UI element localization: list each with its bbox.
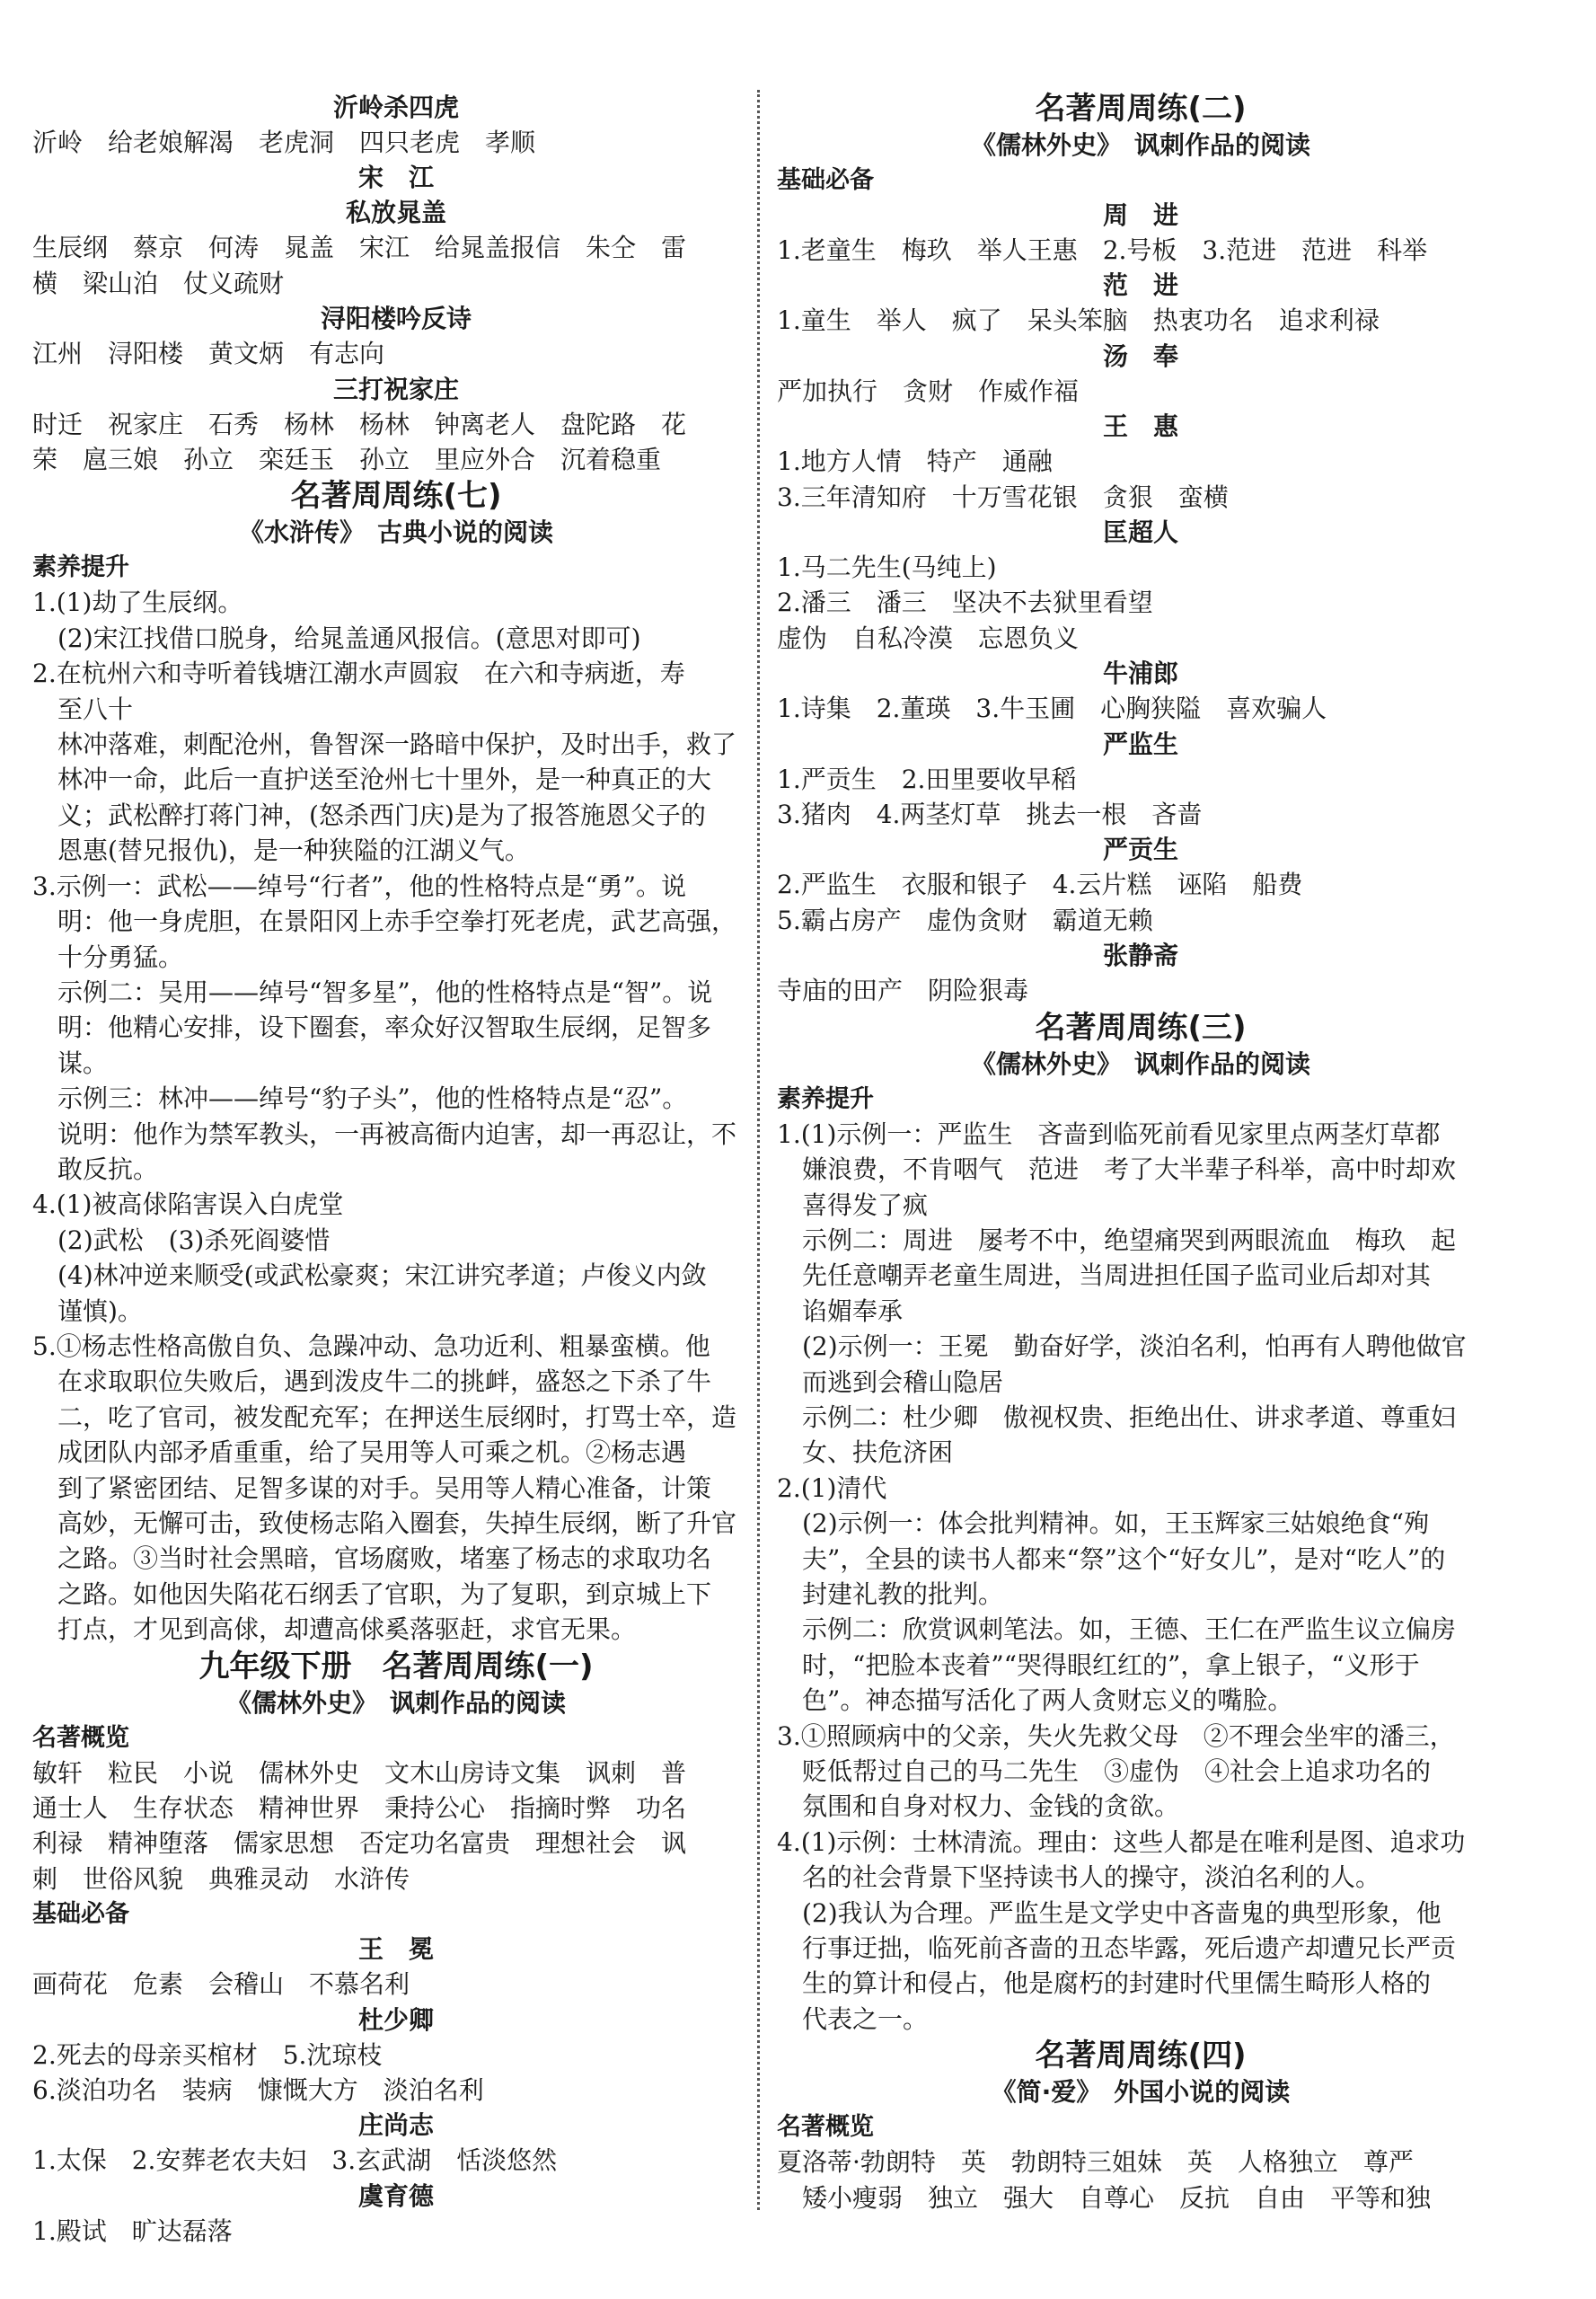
answer-line: 打点，才见到高俅，却遭高俅奚落驱赶，求官无果。	[57, 1614, 637, 1645]
section-title: 九年级下册 名著周周练(一)	[198, 1648, 594, 1684]
answer-line: (2)武松 (3)杀死阎婆惜	[57, 1225, 331, 1255]
answer-line: 色”。神态描写活化了两人贪财忘义的嘴脸。	[802, 1685, 1293, 1716]
answer-line: 成团队内部矛盾重重，给了吴用等人可乘之机。②杨志遇	[57, 1437, 687, 1468]
answer-line: 1.(1)劫了生辰纲。	[32, 588, 243, 618]
answer-line: 女、扶危济困	[802, 1437, 954, 1468]
answer-line: 氛围和自身对权力、金钱的贪欲。	[802, 1791, 1180, 1822]
answer-line: 3.①照顾病中的父亲，失火先救父母 ②不理会坐牢的潘三，	[777, 1720, 1455, 1751]
answer-line: 明：他精心安排，设下圈套，率众好汉智取生辰纲，足智多谋。	[57, 1012, 712, 1078]
answer-line: (2)示例一：体会批判精神。如，王玉辉家三姑娘绝食“殉	[802, 1508, 1429, 1539]
answer-line: 4.(1)被高俅陷害误入白虎堂	[32, 1189, 344, 1220]
sub-heading: 张静斋	[1102, 941, 1178, 971]
answer-line: 5.霸占房产 虚伪贪财 霸道无赖	[777, 905, 1153, 935]
answer-line: (4)林冲逆来顺受(或武松豪爽；宋江讲究孝道；卢俊义内敛	[57, 1260, 707, 1291]
answer-line: 利禄 精神堕落 儒家思想 否定功名富贵 理想社会 讽	[32, 1828, 687, 1859]
sub-heading: 牛浦郎	[1102, 659, 1178, 689]
answer-line: 1.严贡生 2.田里要收早稻	[777, 764, 1077, 794]
answer-line: 2.在杭州六和寺听着钱塘江潮水声圆寂 在六和寺病逝，寿	[32, 659, 685, 689]
answer-line: 谨慎)。	[57, 1295, 143, 1326]
answer-line: 示例三：林冲——绰号“豹子头”，他的性格特点是“忍”。	[57, 1083, 688, 1114]
answer-line: 示例二：杜少卿 傲视权贵、拒绝出仕、讲求孝道、尊重妇	[802, 1402, 1457, 1432]
answer-line: 刺 世俗风貌 典雅灵动 水浒传	[32, 1863, 410, 1894]
answer-line: 1.殿试 旷达磊落	[32, 2215, 233, 2246]
section-label: 素养提升	[32, 553, 129, 582]
answer-line: 夫”，全县的读书人都来“祭”这个“好女儿”，是对“吃人”的	[802, 1543, 1446, 1574]
answer-line: 2.潘三 潘三 坚决不去狱里看望	[777, 588, 1153, 618]
answer-line: 2.死去的母亲买棺材 5.沈琼枝	[32, 2039, 383, 2070]
answer-line: 封建礼教的批判。	[802, 1578, 1004, 1609]
answer-line: 3.示例一：武松——绰号“行者”，他的性格特点是“勇”。说	[32, 871, 686, 901]
sub-heading: 《儒林外史》 讽刺作品的阅读	[970, 130, 1310, 160]
sub-heading: 杜少卿	[357, 2004, 434, 2035]
answer-line: 示例二：欣赏讽刺笔法。如，王德、王仁在严监生议立偏房	[802, 1614, 1457, 1645]
answer-line: 1.(1)示例一：严监生 吝啬到临死前看见家里点两茎灯草都	[777, 1119, 1441, 1149]
answer-line: 矮小瘦弱 独立 强大 自尊心 反抗 自由 平等和独	[802, 2182, 1432, 2213]
answer-line: (2)示例一：王冕 勤奋好学，淡泊名利，怕再有人聘他做官	[802, 1331, 1467, 1362]
answer-line: 5.①杨志性格高傲自负、急躁冲动、急功近利、粗暴蛮横。他	[32, 1331, 710, 1361]
section-label: 名著概览	[777, 2113, 874, 2142]
sub-heading: 《儒林外史》 讽刺作品的阅读	[970, 1048, 1310, 1079]
column-divider	[757, 90, 760, 2210]
answer-line: 寺庙的田产 阴险狠毒	[777, 976, 1029, 1006]
answer-line: 行事迂拙，临死前吝啬的丑态毕露，死后遗产却遭兄长严贡	[802, 1933, 1457, 1964]
right-column	[777, 90, 1504, 2215]
answer-line: 之路。如他因失陷花石纲丢了官职，为了复职，到京城上下	[57, 1578, 712, 1609]
answer-line: 时迁 祝家庄 石秀 杨林 杨林 钟离老人 盘陀路 花	[32, 409, 687, 439]
sub-heading: 庄尚志	[357, 2110, 434, 2141]
answer-line: 林冲落难，刺配沧州，鲁智深一路暗中保护，及时出手，救了	[57, 729, 737, 760]
answer-line: 而逃到会稽山隐居	[802, 1366, 1004, 1397]
section-label: 素养提升	[777, 1084, 874, 1113]
answer-line: 二，吃了官司，被发配充军；在押送生辰纲时，打骂士卒，造	[57, 1402, 737, 1432]
sub-heading: 虞育德	[357, 2180, 434, 2211]
answer-line: 先任意嘲弄老童生周进，当周进担任国子监司业后却对其	[802, 1260, 1432, 1291]
answer-line: 生辰纲 蔡京 何涛 晁盖 宋江 给晁盖报信 朱仝 雷	[32, 233, 687, 263]
answer-line: 夏洛蒂·勃朗特 英 勃朗特三姐妹 英 人格独立 尊严	[777, 2147, 1414, 2178]
answer-line: 明：他一身虎胆，在景阳冈上赤手空拳打死老虎，武艺高强，	[57, 906, 737, 937]
answer-line: 荣 扈三娘 孙立 栾廷玉 孙立 里应外合 沉着稳重	[32, 445, 662, 475]
sub-heading: 严监生	[1102, 729, 1178, 759]
answer-line: 4.(1)示例：士林清流。理由：这些人都是在唯利是图、追求功	[777, 1826, 1466, 1857]
sub-heading: 宋 江	[357, 163, 434, 193]
sub-heading: 汤 奉	[1102, 340, 1178, 371]
answer-line: 十分勇猛。	[57, 942, 184, 972]
answer-line: (2)宋江找借口脱身，给晁盖通风报信。(意思对即可)	[57, 623, 641, 653]
sub-heading: 私放晁盖	[345, 198, 446, 228]
sub-heading: 王 惠	[1102, 411, 1178, 442]
answer-line: 恩惠(替兄报仇)，是一种狭隘的江湖义气。	[57, 836, 530, 866]
answer-line: 2.(1)清代	[777, 1472, 887, 1503]
answer-line: 高妙，无懈可击，致使杨志陷入圈套，失掉生辰纲，断了升官	[57, 1508, 737, 1538]
answer-line: 谄媚奉承	[802, 1295, 904, 1326]
sub-heading: 《儒林外史》 讽刺作品的阅读	[225, 1687, 566, 1718]
section-label: 基础必备	[32, 1900, 129, 1929]
answer-line: 到了紧密团结、足智多谋的对手。吴用等人精心准备，计策	[57, 1472, 712, 1503]
answer-line: 代表之一。	[802, 2003, 929, 2034]
answer-line: 3.三年清知府 十万雪花银 贪狠 蛮横	[777, 482, 1229, 512]
answer-line: 贬低帮过自己的马二先生 ③虚伪 ④社会上追求功名的	[802, 1756, 1432, 1786]
answer-line: 生的算计和侵占，他是腐朽的封建时代里儒生畸形人格的	[802, 1968, 1432, 1999]
answer-line: 在求取职位失败后，遇到泼皮牛二的挑衅，盛怒之下杀了牛	[57, 1366, 712, 1397]
answer-line: 林冲一命，此后一直护送至沧州七十里外，是一种真正的大	[57, 765, 712, 795]
sub-heading: 严贡生	[1102, 835, 1178, 865]
answer-line: 时，“把脸本丧着”“哭得眼红红的”，拿上银子，“义形于	[802, 1649, 1420, 1680]
answer-line: 义；武松醉打蒋门神，(怒杀西门庆)是为了报答施恩父子的	[57, 800, 706, 830]
answer-line: 江州 浔阳楼 黄文炳 有志向	[32, 339, 385, 369]
answer-line: 敏轩 粒民 小说 儒林外史 文木山房诗文集 讽刺 普	[32, 1757, 687, 1788]
section-label: 基础必备	[777, 166, 874, 194]
answer-line: 2.严监生 衣服和银子 4.云片糕 诬陷 船费	[777, 870, 1303, 900]
answer-line: 敢反抗。	[57, 1154, 159, 1184]
section-title: 名著周周练(四)	[1035, 2038, 1247, 2074]
answer-line: 至八十	[57, 694, 134, 724]
sub-heading: 匡超人	[1102, 517, 1178, 548]
answer-line: 通士人 生存状态 精神世界 秉持公心 指摘时弊 功名	[32, 1793, 687, 1824]
answer-line: 1.童生 举人 疯了 呆头笨脑 热衷功名 追求利禄	[777, 305, 1380, 336]
sub-heading: 范 进	[1102, 270, 1178, 301]
sub-heading: 《简·爱》 外国小说的阅读	[991, 2077, 1291, 2108]
sub-heading: 《水浒传》 古典小说的阅读	[238, 517, 553, 548]
answer-line: 之路。③当时社会黑暗，官场腐败，堵塞了杨志的求取功名	[57, 1543, 712, 1574]
answer-line: 虚伪 自私冷漠 忘恩负义	[777, 623, 1080, 653]
answer-line: 1.太保 2.安葬老农夫妇 3.玄武湖 恬淡悠然	[32, 2145, 558, 2176]
answer-line: 喜得发了疯	[802, 1189, 929, 1220]
sub-heading: 浔阳楼吟反诗	[320, 304, 472, 334]
section-title: 名著周周练(七)	[290, 478, 502, 515]
sub-heading: 沂岭杀四虎	[332, 93, 459, 122]
answer-line: 1.地方人情 特产 通融	[777, 447, 1053, 477]
sub-heading: 三打祝家庄	[332, 374, 459, 404]
answer-line: 6.淡泊功名 装病 慷慨大方 淡泊名利	[32, 2075, 484, 2106]
sub-heading: 王 冕	[357, 1934, 434, 1965]
answer-line: 严加执行 贪财 作威作福	[777, 376, 1080, 406]
answer-line: 1.马二先生(马纯上)	[777, 553, 997, 583]
answer-line: 示例二：吴用——绰号“智多星”，他的性格特点是“智”。说	[57, 977, 713, 1007]
sub-heading: 周 进	[1102, 200, 1178, 230]
answer-line: 名的社会背景下坚持读书人的操守，淡泊名利的人。	[802, 1862, 1381, 1893]
answer-line: 1.老童生 梅玖 举人王惠 2.号板 3.范进 范进 科举	[777, 235, 1428, 265]
answer-line: 嫌浪费，不肯咽气 范进 考了大半辈子科举，高中时却欢	[802, 1154, 1457, 1185]
answer-line: 沂岭 给老娘解渴 老虎洞 四只老虎 孝顺	[32, 128, 536, 157]
answer-line: 1.诗集 2.董瑛 3.牛玉圃 心胸狭隘 喜欢骗人	[777, 694, 1327, 724]
answer-line: 说明：他作为禁军教头，一再被高衙内迫害，却一再忍让，不	[57, 1119, 737, 1149]
left-column	[32, 90, 760, 2249]
section-title: 名著周周练(二)	[1035, 91, 1247, 127]
answer-line: 3.猪肉 4.两茎灯草 挑去一根 吝啬	[777, 800, 1203, 830]
answer-line: 画荷花 危素 会稽山 不慕名利	[32, 1969, 410, 2000]
answer-line: 示例二：周进 屡考不中，绝望痛哭到两眼流血 梅玖 起	[802, 1225, 1457, 1255]
section-label: 名著概览	[32, 1723, 129, 1752]
section-title: 名著周周练(三)	[1035, 1009, 1247, 1046]
answer-line: (2)我认为合理。严监生是文学史中吝啬鬼的典型形象，他	[802, 1897, 1442, 1928]
answer-line: 横 梁山泊 仗义疏财	[32, 268, 285, 298]
